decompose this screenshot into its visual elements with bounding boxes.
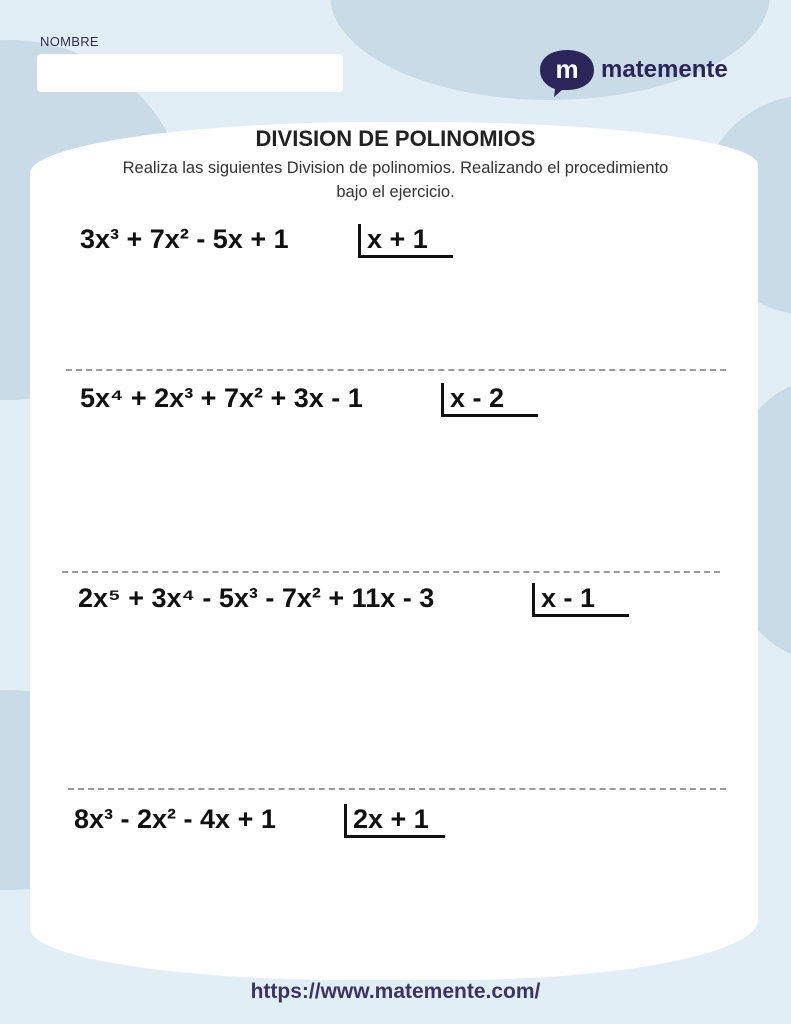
problem-2 bbox=[80, 383, 550, 423]
matemente-logo bbox=[538, 48, 758, 100]
dashed-separator bbox=[66, 369, 726, 371]
logo-text: matemente bbox=[601, 56, 728, 83]
problem-3 bbox=[78, 583, 638, 623]
divisor: x - 1 bbox=[532, 583, 629, 617]
problem-1 bbox=[80, 224, 480, 264]
page-title: DIVISION DE POLINOMIOS bbox=[255, 126, 536, 151]
divisor: x + 1 bbox=[358, 224, 453, 258]
dividend: 5x⁴ + 2x³ + 7x² + 3x - 1 bbox=[80, 383, 363, 413]
dividend: 3x³ + 7x² - 5x + 1 bbox=[80, 224, 289, 254]
divisor: 2x + 1 bbox=[344, 804, 445, 838]
name-label: NOMBRE bbox=[40, 34, 99, 49]
name-field[interactable] bbox=[37, 54, 343, 92]
dividend: 2x⁵ + 3x⁴ - 5x³ - 7x² + 11x - 3 bbox=[78, 583, 435, 613]
logo-letter: m bbox=[555, 54, 579, 84]
instructions-text: Realiza las siguientes Division de polinomios. Realizando el procedimiento bajo el ejercicio. bbox=[122, 159, 669, 201]
problem-4 bbox=[74, 804, 454, 844]
divisor: x - 2 bbox=[441, 383, 538, 417]
dashed-separator bbox=[62, 571, 720, 573]
website-url: https://www.matemente.com/ bbox=[250, 980, 541, 1003]
dividend: 8x³ - 2x² - 4x + 1 bbox=[74, 804, 276, 834]
dashed-separator bbox=[68, 788, 726, 790]
speech-bubble-logo-icon bbox=[538, 48, 596, 98]
